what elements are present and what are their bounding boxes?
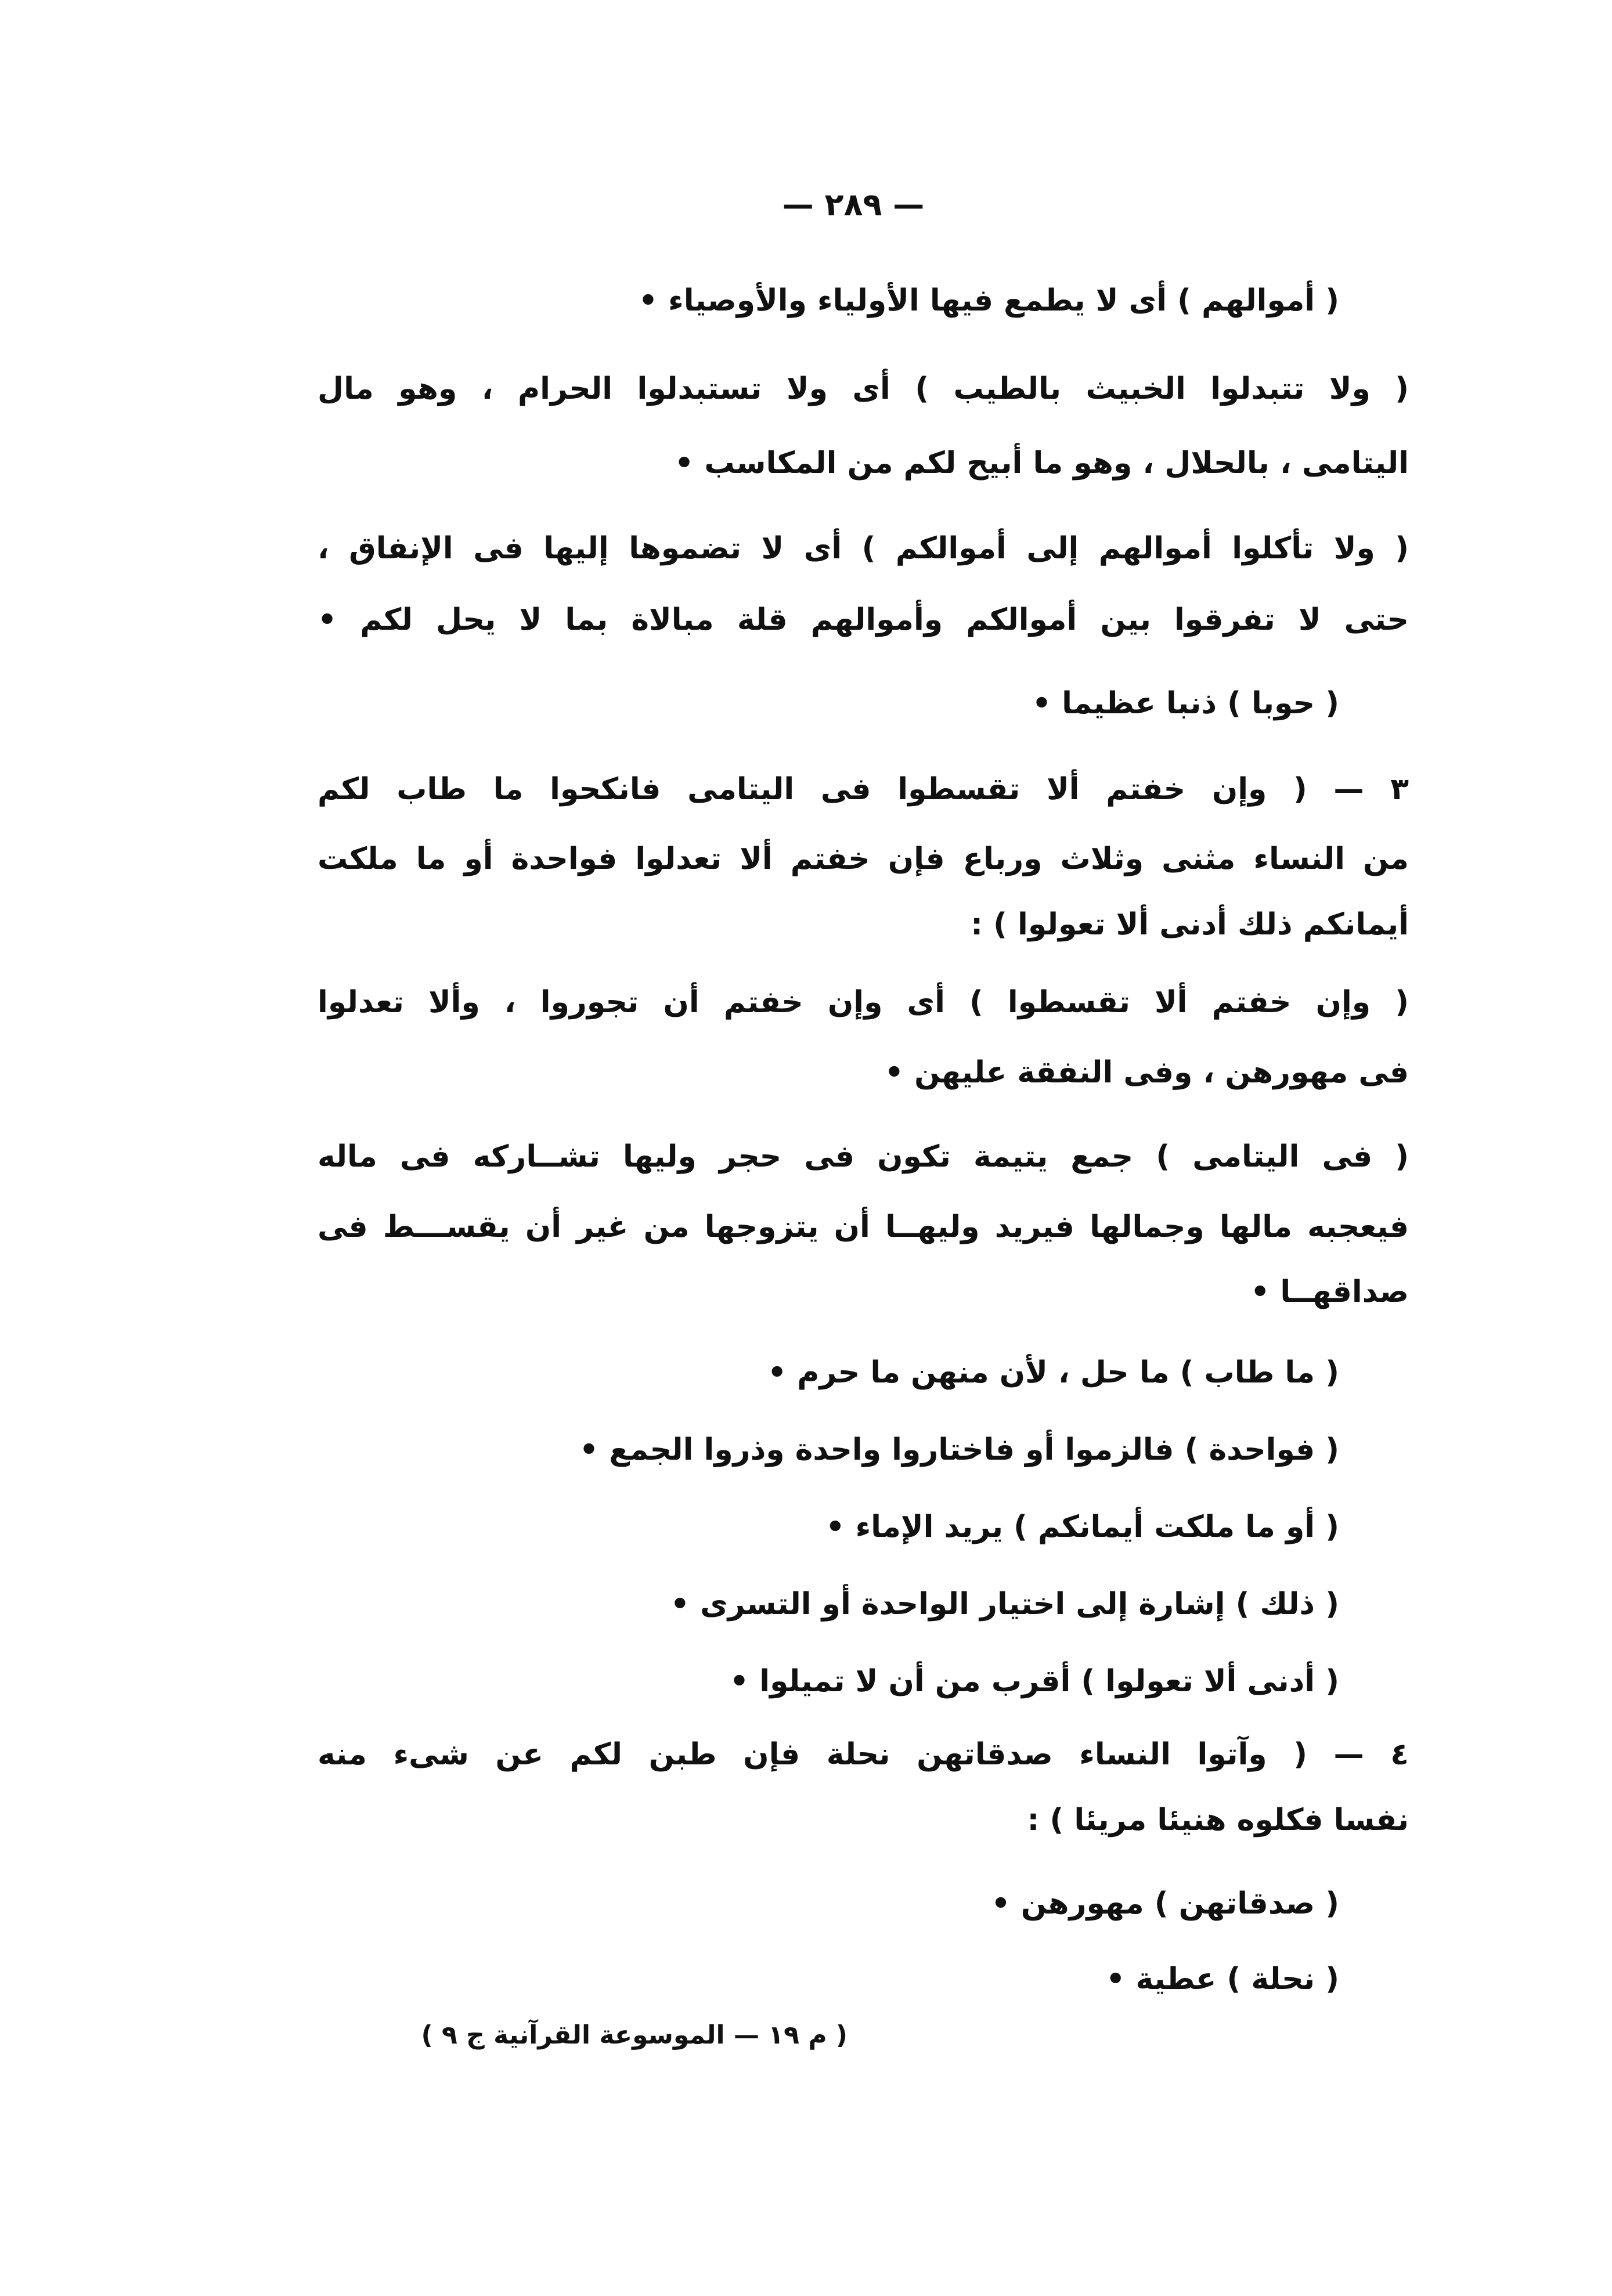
- text-line-15: ( ما طاب ) ما حل ، لأن منهن ما حرم •: [767, 1355, 1339, 1390]
- text-line-3: اليتامى ، بالحلال ، وهو ما أبيح لكم من المكاسب •: [674, 446, 1409, 481]
- text-line-16: ( فواحدة ) فالزموا أو فاختاروا واحدة وذروا الجمع •: [579, 1432, 1339, 1467]
- text-line-13: فيعجبه مالها وجمالها فيريد وليهــا أن يتزوجها من غير أن يقســـط فى: [318, 1210, 1409, 1244]
- page-number: — ٢٨٩ —: [782, 186, 925, 223]
- text-line-21: نفسا فكلوه هنيئا مريئا ) :: [1027, 1803, 1409, 1837]
- text-line-22: ( صدقاتهن ) مهورهن •: [991, 1886, 1339, 1921]
- text-line-23: ( نحلة ) عطية •: [1106, 1962, 1339, 1997]
- text-line-6: ( حوبا ) ذنبا عظيما •: [1032, 686, 1339, 721]
- text-line-5: حتى لا تفرقوا بين أموالكم وأموالهم قلة مبالاة بما لا يحل لكم •: [318, 602, 1409, 637]
- text-line-7: ٣ — ( وإن خفتم ألا تقسطوا فى اليتامى فانكحوا ما طاب لكم: [318, 772, 1409, 807]
- text-line-4: ( ولا تأكلوا أموالهم إلى أموالكم ) أى لا تضموها إليها فى الإنفاق ،: [318, 531, 1409, 566]
- footer-note: ( م ١٩ — الموسوعة القرآنية ج ٩ ): [421, 2020, 848, 2050]
- text-line-2: ( ولا تتبدلوا الخبيث بالطيب ) أى ولا تستبدلوا الحرام ، وهو مال: [318, 371, 1409, 406]
- text-line-1: ( أموالهم ) أى لا يطمع فيها الأولياء والأوصياء •: [638, 283, 1339, 318]
- text-line-14: صداقهــا •: [1250, 1275, 1409, 1309]
- text-line-17: ( أو ما ملكت أيمانكم ) يريد الإماء •: [825, 1510, 1339, 1544]
- text-line-10: ( وإن خفتم ألا تقسطوا ) أى وإن خفتم أن تجوروا ، وألا تعدلوا: [318, 985, 1409, 1020]
- text-line-19: ( أدنى ألا تعولوا ) أقرب من أن لا تميلوا •: [729, 1664, 1339, 1699]
- text-line-8: من النساء مثنى وثلاث ورباع فإن خفتم ألا تعدلوا فواحدة أو ما ملكت: [318, 842, 1409, 876]
- text-line-11: فى مهورهن ، وفى النفقة عليهن •: [884, 1055, 1409, 1090]
- text-line-18: ( ذلك ) إشارة إلى اختيار الواحدة أو التسرى •: [670, 1587, 1339, 1622]
- text-line-9: أيمانكم ذلك أدنى ألا تعولوا ) :: [971, 907, 1409, 942]
- text-line-12: ( فى اليتامى ) جمع يتيمة تكون فى حجر وليها تشــاركه فى ماله: [318, 1139, 1409, 1174]
- text-line-20: ٤ — ( وآتوا النساء صدقاتهن نحلة فإن طبن لكم عن شىء منه: [318, 1737, 1409, 1772]
